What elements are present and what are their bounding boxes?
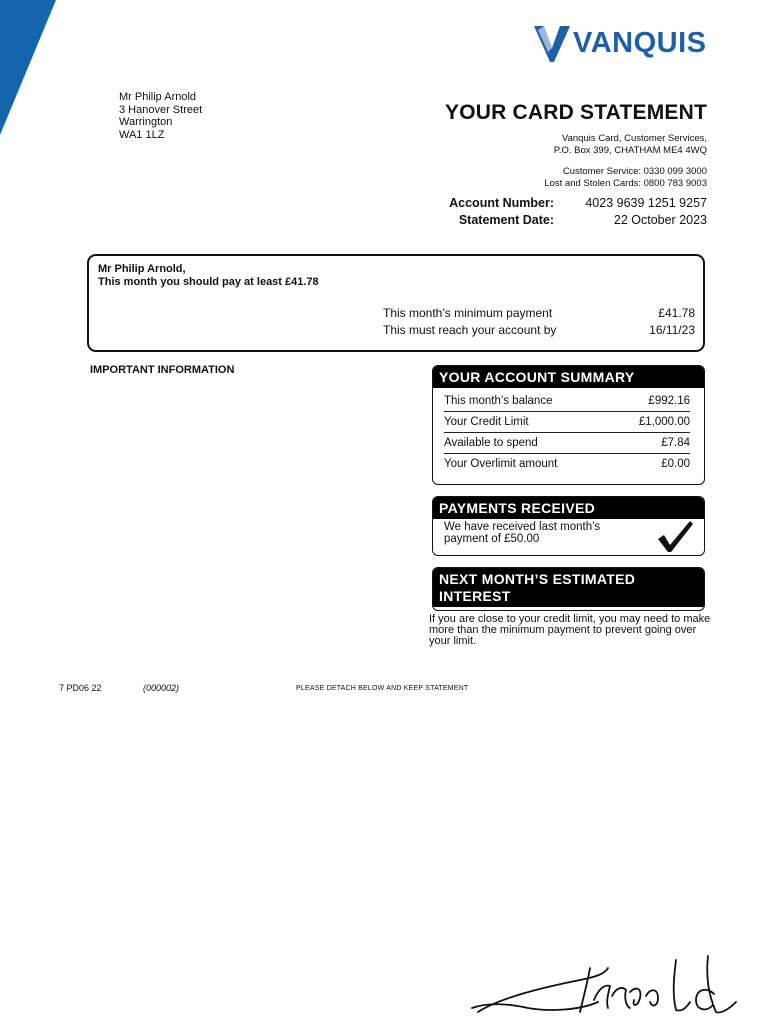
statement-date-label: Statement Date: <box>458 213 554 227</box>
payment-greeting <box>98 263 319 289</box>
contact-value: 0330 099 3000 <box>643 166 707 177</box>
service-address <box>554 133 707 157</box>
account-summary-rows <box>433 388 704 478</box>
contact-numbers <box>544 166 707 189</box>
estimated-interest-box <box>432 567 705 611</box>
service-line: P.O. Box 399, CHATHAM ME4 4WQ <box>553 145 707 156</box>
summary-row <box>444 454 690 474</box>
payment-label: This must reach your account by <box>383 322 557 337</box>
payment-value: 16/11/23 <box>649 322 695 337</box>
payments-received-box <box>432 496 705 556</box>
minimum-payment-box <box>87 254 705 352</box>
interest-label <box>444 610 593 611</box>
summary-label: Your Overlimit amount <box>444 458 558 470</box>
vanquis-v-icon <box>532 22 572 64</box>
recipient-address <box>119 91 202 141</box>
contact-row <box>544 166 707 178</box>
summary-label: This month’s balance <box>444 395 553 407</box>
summary-value: £992.16 <box>648 395 690 407</box>
contact-row <box>544 178 707 190</box>
contact-label: Customer Service: <box>562 166 641 177</box>
summary-value: £0.00 <box>661 458 690 470</box>
brand-name: VANQUIS <box>573 27 707 59</box>
statement-date: 22 October 2023 <box>613 213 707 227</box>
account-number-label: Account Number: <box>449 196 554 210</box>
vanquis-logo <box>532 22 712 66</box>
account-number: 4023 9639 1251 9257 <box>585 196 707 210</box>
payment-row <box>383 305 695 322</box>
summary-value: £7.84 <box>661 437 690 449</box>
payment-headline: This month you should pay at least £41.78 <box>98 276 319 288</box>
payments-received-text: We have received last month’s payment of £50.00 <box>444 521 601 545</box>
account-details <box>439 195 707 229</box>
summary-row <box>444 391 690 412</box>
signature-image <box>470 950 755 1020</box>
payment-details <box>383 305 695 338</box>
summary-label: Your Credit Limit <box>444 416 529 428</box>
address-line: WA1 1LZ <box>119 128 165 141</box>
contact-value: 0800 783 9003 <box>643 177 707 189</box>
footer-code: 7 PD06 22 <box>59 683 102 693</box>
greeting-name: Mr Philip Arnold, <box>98 263 186 275</box>
interest-row <box>433 607 704 611</box>
footer-reference: (000002) <box>143 683 180 693</box>
address-line: Warrington <box>119 116 173 128</box>
summary-label: Available to spend <box>444 437 538 449</box>
payment-label: This month’s minimum payment <box>383 306 553 320</box>
account-summary-title: YOUR ACCOUNT SUMMARY <box>433 366 704 388</box>
corner-decoration <box>0 0 60 135</box>
important-information-heading: IMPORTANT INFORMATION <box>90 364 235 376</box>
account-summary-box <box>432 365 705 485</box>
contact-label: Lost and Stolen Cards: <box>544 177 641 189</box>
summary-value: £1,000.00 <box>638 416 690 428</box>
detach-instruction: PLEASE DETACH BELOW AND KEEP STATEMENT <box>296 685 469 692</box>
estimated-interest-title: NEXT MONTH’S ESTIMATED INTEREST <box>433 568 704 607</box>
address-line: 3 Hanover Street <box>119 103 203 116</box>
payment-value: £41.78 <box>658 306 695 320</box>
account-number-row <box>439 195 707 212</box>
credit-limit-note: If you are close to your credit limit, you may need to make more than the minimum payment to prevent going over your limit. <box>429 613 711 647</box>
checkmark-icon <box>656 519 694 553</box>
statement-date-row <box>439 212 707 229</box>
interest-value <box>651 610 680 611</box>
payments-received-title: PAYMENTS RECEIVED <box>433 497 704 519</box>
summary-row <box>444 433 690 454</box>
payment-row <box>383 322 695 339</box>
service-line: Vanquis Card, Customer Services, <box>561 133 707 144</box>
statement-title: YOUR CARD STATEMENT <box>444 101 707 124</box>
address-line: Mr Philip Arnold <box>119 91 197 103</box>
summary-row <box>444 412 690 433</box>
